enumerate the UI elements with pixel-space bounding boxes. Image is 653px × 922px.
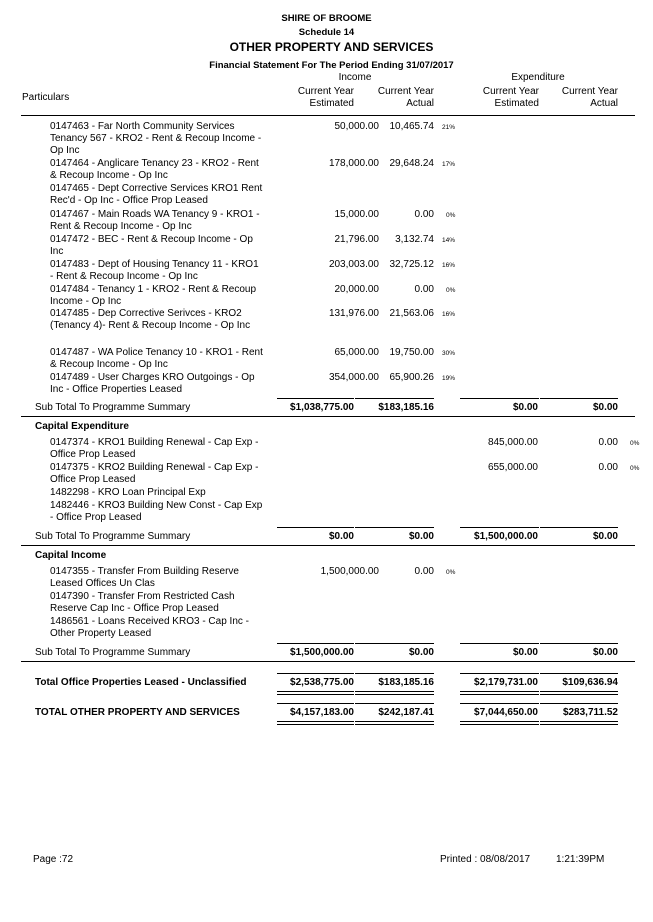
inc-act-value: 0.00: [414, 284, 434, 295]
total-double-rule: [355, 691, 434, 695]
inc-act-value: 29,648.24: [389, 158, 434, 169]
inc-act-value: 3,132.74: [395, 234, 434, 245]
header-rule: [21, 115, 635, 116]
subtotal-label: Sub Total To Programme Summary: [35, 402, 191, 413]
exp-act-value: 0.00: [598, 437, 618, 448]
income-header: Income: [338, 72, 372, 83]
list-item: 0147355 - Transfer From Building Reserve Leased Offices Un Clas: [50, 566, 239, 589]
total-double-rule: [460, 691, 539, 695]
inc-act-value: 10,465.74: [389, 121, 434, 132]
pct-value: 0%: [446, 287, 456, 294]
total-rule: [540, 673, 618, 674]
inc-act-value: 0.00: [414, 209, 434, 220]
exp-est-header-1: Current Year: [482, 86, 539, 97]
exp-act-value: 0.00: [598, 462, 618, 473]
grand-total-inc-est: $4,157,183.00: [290, 707, 354, 718]
inc-act-value: 19,750.00: [389, 347, 434, 358]
inc-est-value: 21,796.00: [334, 234, 379, 245]
total-office-exp-act: $109,636.94: [562, 677, 618, 688]
list-item: 0147463 - Far North Community Services Tenancy 567 - KRO2 - Rent & Recoup Income - Op Inc: [50, 121, 262, 156]
subtotal-rule: [277, 527, 354, 528]
pct-value: 19%: [442, 375, 456, 382]
pct-value: 0%: [446, 569, 456, 576]
subtotal-rule: [540, 398, 618, 399]
subtotal-rule: [355, 643, 434, 644]
subtotal-inc-est: $0.00: [328, 531, 354, 542]
list-item: 0147374 - KRO1 Building Renewal - Cap Exp - Office Prop Leased: [50, 437, 259, 460]
list-item: 1486561 - Loans Received KRO3 - Cap Inc - Other Property Leased: [50, 616, 249, 639]
grand-total-label: TOTAL OTHER PROPERTY AND SERVICES: [35, 707, 240, 718]
pct-value: 14%: [442, 237, 456, 244]
list-item: 0147464 - Anglicare Tenancy 23 - KRO2 - Rent & Recoup Income - Op Inc: [50, 158, 259, 181]
total-office-label: Total Office Properties Leased - Unclassified: [35, 677, 247, 688]
subtotal-exp-est: $0.00: [512, 647, 538, 658]
inc-act-value: 65,900.26: [389, 372, 434, 383]
particulars-header: Particulars: [22, 92, 70, 103]
subtotal-exp-est: $1,500,000.00: [474, 531, 538, 542]
pct-value: 16%: [442, 262, 456, 269]
inc-est-value: 50,000.00: [334, 121, 379, 132]
total-rule: [460, 673, 539, 674]
list-item: 0147465 - Dept Corrective Services KRO1 Rent Rec'd - Op Inc - Office Prop Leased: [50, 183, 263, 206]
page-title: OTHER PROPERTY AND SERVICES: [229, 40, 434, 54]
inc-est-header-1: Current Year: [297, 86, 354, 97]
list-item: 0147375 - KRO2 Building Renewal - Cap Exp - Office Prop Leased: [50, 462, 259, 485]
total-rule: [355, 673, 434, 674]
inc-act-value: 0.00: [414, 566, 434, 577]
inc-est-value: 131,976.00: [328, 308, 379, 319]
section-heading-capital-income: Capital Income: [35, 550, 107, 561]
list-item: 0147484 - Tenancy 1 - KRO2 - Rent & Recoup Income - Op Inc: [50, 284, 257, 307]
grand-total-rule: [277, 703, 354, 704]
subtotal-rule: [277, 398, 354, 399]
subtotal-inc-act: $183,185.16: [378, 402, 434, 413]
subtotal-rule: [460, 398, 539, 399]
exp-est-value: 655,000.00: [487, 462, 538, 473]
inc-est-value: 1,500,000.00: [320, 566, 379, 577]
grand-total-double-rule: [540, 721, 618, 725]
section-rule: [21, 661, 635, 662]
subtotal-label: Sub Total To Programme Summary: [35, 647, 191, 658]
list-item: 0147489 - User Charges KRO Outgoings - Op Inc - Office Properties Leased: [50, 372, 255, 395]
pct-value: 17%: [442, 161, 456, 168]
inc-est-value: 354,000.00: [328, 372, 379, 383]
section-heading-capital-expenditure: Capital Expenditure: [35, 421, 129, 432]
total-office-inc-act: $183,185.16: [378, 677, 434, 688]
grand-total-rule: [460, 703, 539, 704]
list-item: 0147483 - Dept of Housing Tenancy 11 - KRO1 - Rent & Recoup Income - Op Inc: [50, 259, 259, 282]
subtotal-rule: [540, 527, 618, 528]
exp-act-header-1: Current Year: [561, 86, 618, 97]
subtotal-rule: [355, 527, 434, 528]
grand-total-inc-act: $242,187.41: [378, 707, 434, 718]
exp-est-value: 845,000.00: [487, 437, 538, 448]
page-number: Page :72: [33, 854, 74, 865]
list-item: 0147487 - WA Police Tenancy 10 - KRO1 - Rent & Recoup Income - Op Inc: [50, 347, 263, 370]
subtotal-rule: [460, 527, 539, 528]
expenditure-header: Expenditure: [511, 72, 565, 83]
list-item: 1482298 - KRO Loan Principal Exp: [50, 487, 206, 498]
subtotal-rule: [460, 643, 539, 644]
subtotal-inc-act: $0.00: [408, 647, 434, 658]
grand-total-double-rule: [277, 721, 354, 725]
subtotal-inc-est: $1,038,775.00: [290, 402, 354, 413]
pct-value: 0%: [630, 465, 640, 472]
schedule-label: Schedule 14: [298, 27, 355, 38]
subtotal-exp-est: $0.00: [512, 402, 538, 413]
total-double-rule: [277, 691, 354, 695]
grand-total-exp-act: $283,711.52: [562, 707, 618, 718]
list-item: 0147390 - Transfer From Restricted Cash Reserve Cap Inc - Office Prop Leased: [50, 591, 235, 614]
pct-value: 30%: [442, 350, 456, 357]
list-item: 1482446 - KRO3 Building New Const - Cap Exp - Office Prop Leased: [50, 500, 263, 523]
pct-value: 21%: [442, 124, 456, 131]
total-rule: [277, 673, 354, 674]
inc-est-value: 178,000.00: [328, 158, 379, 169]
list-item: 0147472 - BEC - Rent & Recoup Income - Op Inc: [50, 234, 253, 257]
grand-total-exp-est: $7,044,650.00: [474, 707, 538, 718]
inc-est-value: 15,000.00: [334, 209, 379, 220]
pct-value: 0%: [630, 440, 640, 447]
inc-est-value: 65,000.00: [334, 347, 379, 358]
pct-value: 0%: [446, 212, 456, 219]
grand-total-double-rule: [460, 721, 539, 725]
subtotal-exp-act: $0.00: [592, 402, 618, 413]
total-double-rule: [540, 691, 618, 695]
subtotal-rule: [355, 398, 434, 399]
subtotal-rule: [540, 643, 618, 644]
inc-est-value: 203,003.00: [328, 259, 379, 270]
inc-act-value: 21,563.06: [389, 308, 434, 319]
list-item: 0147467 - Main Roads WA Tenancy 9 - KRO1 - Rent & Recoup Income - Op Inc: [50, 209, 260, 232]
exp-act-header-2: Actual: [590, 98, 618, 109]
org-name: SHIRE OF BROOME: [281, 13, 372, 24]
statement-subtitle: Financial Statement For The Period Ending 31/07/2017: [209, 60, 454, 71]
total-office-inc-est: $2,538,775.00: [290, 677, 354, 688]
total-office-exp-est: $2,179,731.00: [474, 677, 538, 688]
grand-total-rule: [540, 703, 618, 704]
section-rule: [21, 545, 635, 546]
exp-est-header-2: Estimated: [494, 98, 539, 109]
inc-act-header-2: Actual: [406, 98, 434, 109]
section-rule: [21, 416, 635, 417]
grand-total-rule: [355, 703, 434, 704]
printed-time: 1:21:39PM: [556, 854, 605, 865]
grand-total-double-rule: [355, 721, 434, 725]
inc-act-header-1: Current Year: [377, 86, 434, 97]
printed-date: Printed : 08/08/2017: [440, 854, 531, 865]
subtotal-exp-act: $0.00: [592, 647, 618, 658]
subtotal-inc-act: $0.00: [408, 531, 434, 542]
list-item: 0147485 - Dep Corrective Serivces - KRO2 (Tenancy 4)- Rent & Recoup Income - Op Inc: [50, 308, 251, 331]
pct-value: 16%: [442, 311, 456, 318]
inc-est-value: 20,000.00: [334, 284, 379, 295]
subtotal-label: Sub Total To Programme Summary: [35, 531, 191, 542]
subtotal-exp-act: $0.00: [592, 531, 618, 542]
inc-est-header-2: Estimated: [309, 98, 354, 109]
subtotal-rule: [277, 643, 354, 644]
subtotal-inc-est: $1,500,000.00: [290, 647, 354, 658]
inc-act-value: 32,725.12: [389, 259, 434, 270]
